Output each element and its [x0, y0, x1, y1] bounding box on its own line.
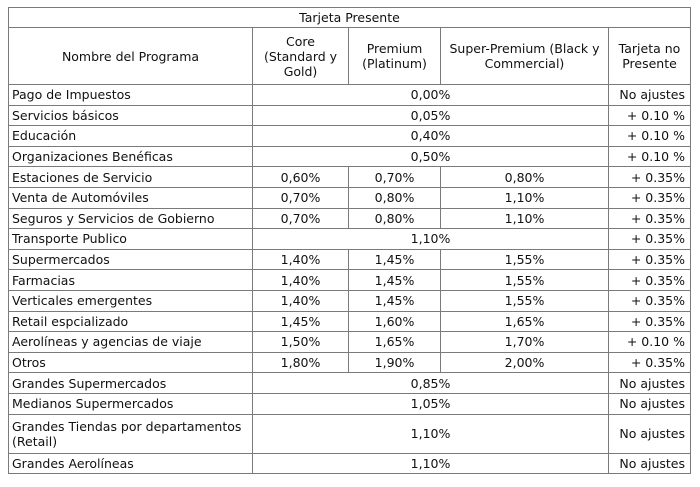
core-rate-cell: 1,40%: [253, 270, 349, 291]
not-present-adjustment-cell: + 0.35%: [609, 311, 691, 332]
not-present-adjustment-cell: + 0.35%: [609, 270, 691, 291]
premium-rate-cell: 0,80%: [349, 187, 441, 208]
premium-rate-cell: 1,45%: [349, 249, 441, 270]
not-present-adjustment-cell: No ajustes: [609, 393, 691, 414]
table-row: [9, 352, 691, 373]
table-row: [9, 126, 691, 147]
super-premium-rate-cell: 1,10%: [441, 187, 609, 208]
table-row: [9, 414, 691, 453]
program-name-cell: Pago de Impuestos: [9, 85, 253, 106]
super-premium-rate-cell: 2,00%: [441, 352, 609, 373]
premium-rate-cell: 1,65%: [349, 332, 441, 353]
program-name-cell: Transporte Publico: [9, 229, 253, 250]
not-present-adjustment-cell: + 0.35%: [609, 352, 691, 373]
not-present-adjustment-cell: + 0.35%: [609, 290, 691, 311]
program-name-cell: Verticales emergentes: [9, 290, 253, 311]
not-present-adjustment-cell: + 0.35%: [609, 229, 691, 250]
super-premium-rate-cell: 1,10%: [441, 208, 609, 229]
table-row: [9, 208, 691, 229]
header-program: Nombre del Programa: [9, 28, 253, 85]
not-present-adjustment-cell: + 0.10 %: [609, 105, 691, 126]
program-name-cell: Aerolíneas y agencias de viaje: [9, 332, 253, 353]
table-body: [9, 85, 691, 474]
merged-rate-cell: 0,85%: [253, 373, 609, 394]
premium-rate-cell: 0,70%: [349, 167, 441, 188]
rates-table: [8, 7, 691, 474]
not-present-adjustment-cell: + 0.10 %: [609, 126, 691, 147]
table-row: [9, 393, 691, 414]
program-name-cell: Supermercados: [9, 249, 253, 270]
not-present-adjustment-cell: No ajustes: [609, 373, 691, 394]
program-name-cell: Estaciones de Servicio: [9, 167, 253, 188]
table-row: [9, 290, 691, 311]
program-name-cell: Medianos Supermercados: [9, 393, 253, 414]
table-row: [9, 249, 691, 270]
table-title: Tarjeta Presente: [9, 8, 691, 28]
core-rate-cell: 1,45%: [253, 311, 349, 332]
header-not-present: Tarjeta no Presente: [609, 28, 691, 85]
core-rate-cell: 1,50%: [253, 332, 349, 353]
super-premium-rate-cell: 1,55%: [441, 290, 609, 311]
program-name-cell: Seguros y Servicios de Gobierno: [9, 208, 253, 229]
premium-rate-cell: 1,90%: [349, 352, 441, 373]
merged-rate-cell: 0,00%: [253, 85, 609, 106]
table-row: [9, 311, 691, 332]
super-premium-rate-cell: 1,55%: [441, 249, 609, 270]
program-name-cell: Grandes Supermercados: [9, 373, 253, 394]
table-row: [9, 332, 691, 353]
merged-rate-cell: 1,10%: [253, 453, 609, 474]
not-present-adjustment-cell: + 0.35%: [609, 208, 691, 229]
program-name-cell: Educación: [9, 126, 253, 147]
core-rate-cell: 0,60%: [253, 167, 349, 188]
super-premium-rate-cell: 1,65%: [441, 311, 609, 332]
table-row: [9, 167, 691, 188]
not-present-adjustment-cell: No ajustes: [609, 85, 691, 106]
merged-rate-cell: 0,40%: [253, 126, 609, 147]
program-name-cell: Venta de Automóviles: [9, 187, 253, 208]
premium-rate-cell: 1,45%: [349, 290, 441, 311]
header-super-premium: Super-Premium (Black y Commercial): [441, 28, 609, 85]
table-row: [9, 373, 691, 394]
header-premium: Premium (Platinum): [349, 28, 441, 85]
program-name-cell: Otros: [9, 352, 253, 373]
premium-rate-cell: 1,60%: [349, 311, 441, 332]
table-row: [9, 85, 691, 106]
table-row: [9, 187, 691, 208]
header-core: Core (Standard y Gold): [253, 28, 349, 85]
table-row: [9, 270, 691, 291]
premium-rate-cell: 1,45%: [349, 270, 441, 291]
core-rate-cell: 1,40%: [253, 249, 349, 270]
not-present-adjustment-cell: + 0.35%: [609, 249, 691, 270]
program-name-cell: Farmacias: [9, 270, 253, 291]
merged-rate-cell: 1,10%: [253, 229, 609, 250]
core-rate-cell: 0,70%: [253, 208, 349, 229]
not-present-adjustment-cell: + 0.35%: [609, 167, 691, 188]
table-row: [9, 146, 691, 167]
program-name-cell: Organizaciones Benéficas: [9, 146, 253, 167]
program-name-cell: Servicios básicos: [9, 105, 253, 126]
program-name-cell: Grandes Aerolíneas: [9, 453, 253, 474]
table-row: [9, 453, 691, 474]
core-rate-cell: 1,40%: [253, 290, 349, 311]
program-name-cell: Grandes Tiendas por departamentos (Retail): [9, 414, 253, 453]
table-row: [9, 229, 691, 250]
not-present-adjustment-cell: + 0.10 %: [609, 146, 691, 167]
merged-rate-cell: 1,05%: [253, 393, 609, 414]
rates-table-container: [8, 7, 691, 474]
merged-rate-cell: 0,05%: [253, 105, 609, 126]
not-present-adjustment-cell: No ajustes: [609, 414, 691, 453]
not-present-adjustment-cell: + 0.10 %: [609, 332, 691, 353]
super-premium-rate-cell: 0,80%: [441, 167, 609, 188]
core-rate-cell: 0,70%: [253, 187, 349, 208]
merged-rate-cell: 1,10%: [253, 414, 609, 453]
super-premium-rate-cell: 1,70%: [441, 332, 609, 353]
premium-rate-cell: 0,80%: [349, 208, 441, 229]
not-present-adjustment-cell: No ajustes: [609, 453, 691, 474]
core-rate-cell: 1,80%: [253, 352, 349, 373]
merged-rate-cell: 0,50%: [253, 146, 609, 167]
program-name-cell: Retail espcializado: [9, 311, 253, 332]
not-present-adjustment-cell: + 0.35%: [609, 187, 691, 208]
super-premium-rate-cell: 1,55%: [441, 270, 609, 291]
table-row: [9, 105, 691, 126]
